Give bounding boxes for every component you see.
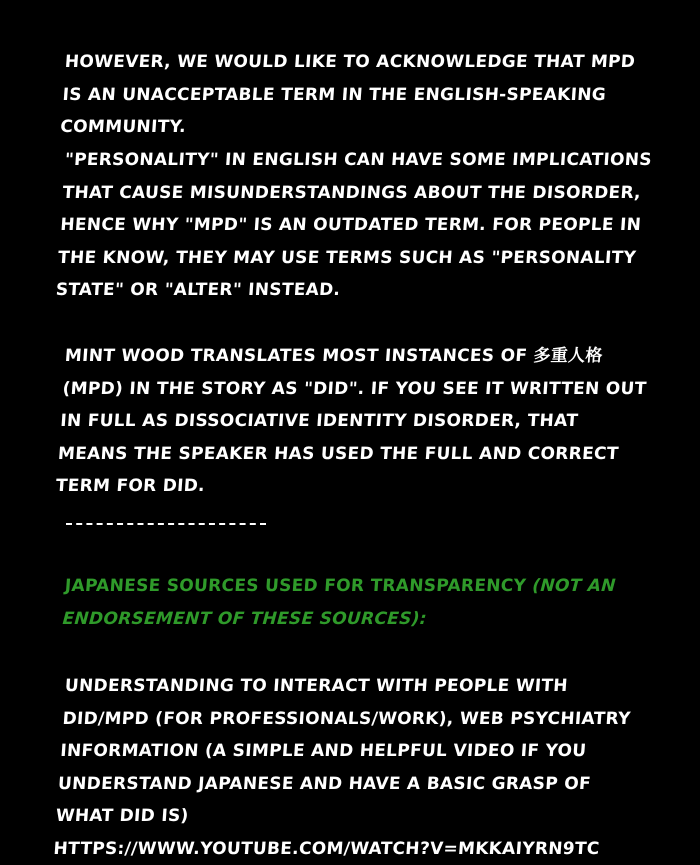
source-link[interactable]: HTTPS://WWW.YOUTUBE.COM/WATCH?V=MKKAIYRN9TC bbox=[52, 838, 601, 859]
paragraph-translation-note: MINT WOOD TRANSLATES MOST INSTANCES OF 多重人格(MPD) IN THE STORY AS "DID". IF YOU SEE IT WRITTEN OUT IN FULL AS DISSOCIATIVE IDENTITY DISORDER, THAT MEANS THE SPEAKER HAS USED THE FULL AND CORRECT TERM FOR DID. bbox=[55, 346, 648, 496]
sources-heading bbox=[61, 570, 666, 635]
sources-heading-text: JAPANESE SOURCES USED FOR TRANSPARENCY bbox=[64, 576, 534, 596]
section-divider bbox=[66, 523, 266, 525]
paragraph-mpd-acknowledgement: HOWEVER, WE WOULD LIKE TO ACKNOWLEDGE THAT MPD IS AN UNACCEPTABLE TERM IN THE ENGLISH-SPEAKING COMMUNITY. bbox=[59, 52, 636, 137]
source-entry bbox=[52, 670, 656, 865]
sources-heading-note: (NOT AN ENDORSEMENT OF THESE SOURCES): bbox=[61, 576, 617, 629]
source-description: UNDERSTANDING TO INTERACT WITH PEOPLE WITH DID/MPD (FOR PROFESSIONALS/WORK), WEB PSYCHIATRY INFORMATION (A SIMPLE AND HELPFUL VIDEO IF YOU UNDERSTAND JAPANESE AND HAVE A BASIC GRASP OF WHAT DID IS) bbox=[55, 676, 632, 826]
paragraph-personality-note: "PERSONALITY" IN ENGLISH CAN HAVE SOME IMPLICATIONS THAT CAUSE MISUNDERSTANDINGS ABOUT THE DISORDER, HENCE WHY "MPD" IS AN OUTDATED TERM. FOR PEOPLE IN THE KNOW, THEY MAY USE TERMS SUCH AS "PERSONALITY STATE" OR "ALTER" INSTEAD. bbox=[55, 150, 653, 300]
